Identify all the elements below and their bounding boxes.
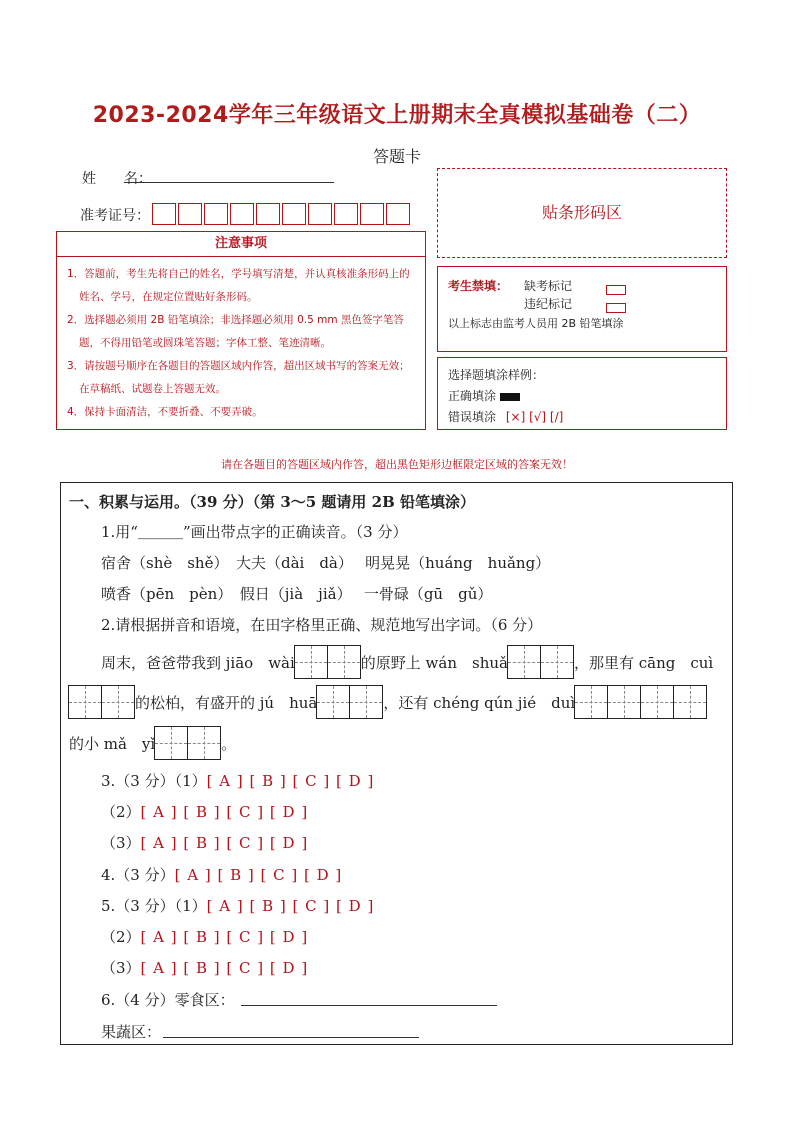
option-row[interactable]: [ A ] [ B ] [ C ] [ D ] xyxy=(140,959,309,977)
q2-text: 的松柏，有盛开的 jú huā xyxy=(135,693,318,712)
forbid-label: 考生禁填： xyxy=(448,279,509,293)
tianzige-grid[interactable] xyxy=(508,645,574,679)
q3-label: 3.（3 分）（1） xyxy=(101,772,207,790)
q6-snack-field[interactable] xyxy=(241,1005,497,1006)
tianzige-grid[interactable] xyxy=(317,685,383,719)
q1-row2[interactable]: 喷香（pēn pèn） 假日（jià jiǎ） 一骨碌（gū gǔ） xyxy=(101,585,493,603)
sample-label: 选择题填涂样例： xyxy=(448,368,545,382)
q2-text: 。 xyxy=(221,734,237,753)
forbid-note: 以上标志由监考人员用 2B 铅笔填涂 xyxy=(448,317,624,330)
forbid-box xyxy=(437,266,727,352)
q2-text: ，还有 chéng qún jié duì xyxy=(383,693,576,712)
q1-prompt: 1.用“＿＿＿”画出带点字的正确读音。（3 分） xyxy=(101,523,408,541)
option-row[interactable]: [ A ] [ B ] [ C ] [ D ] xyxy=(206,897,375,915)
q6-fruit-field[interactable] xyxy=(163,1037,419,1038)
q1-row1[interactable]: 宿舍（shè shě） 大夫（dài dà） 明晃晃（huáng huǎng） xyxy=(101,554,551,572)
q2-text: 的小 mǎ yǐ xyxy=(69,734,156,753)
q4-label: 4.（3 分） xyxy=(101,866,175,884)
option-row[interactable]: [ A ] [ B ] [ C ] [ D ] xyxy=(174,866,343,884)
q2-text: ，那里有 cāng cuì xyxy=(573,653,714,672)
notice-item: 2．选择题必须用 2B 铅笔填涂；非选择题必须用 0.5 mm 黑色签字笔答题，不得用铅笔或圆珠笔答题；字体工整、笔迹清晰。 xyxy=(67,314,404,349)
option-row[interactable]: [ A ] [ B ] [ C ] [ D ] xyxy=(140,834,309,852)
page-title: 2023-2024学年三年级语文上册期末全真模拟基础卷（二） xyxy=(92,103,702,128)
name-label: 姓 名： xyxy=(82,171,152,187)
wrong-marks: [×] [√] [/] xyxy=(505,410,564,424)
q3-sub3: （3） xyxy=(101,834,141,852)
absent-label: 缺考标记 xyxy=(524,279,573,293)
notice-item: 1．答题前，考生先将自己的姓名，学号填写清楚，并认真核准条形码上的姓名、学号，在规定位置贴好条形码。 xyxy=(67,268,410,303)
filled-mark-icon xyxy=(500,393,520,401)
q6-label: 6.（4 分）零食区： xyxy=(101,991,235,1009)
correct-label: 正确填涂 xyxy=(448,389,497,403)
option-row[interactable]: [ A ] [ B ] [ C ] [ D ] xyxy=(206,772,375,790)
notice-box xyxy=(56,231,426,430)
q2-text: 周末，爸爸带我到 jiāo wài xyxy=(101,653,295,672)
q6-fruit-label: 果蔬区： xyxy=(101,1023,162,1041)
tianzige-grid[interactable] xyxy=(575,685,707,719)
id-label: 准考证号： xyxy=(80,208,150,224)
q2-prompt: 2.请根据拼音和语境，在田字格里正确、规范地写出字词。（6 分） xyxy=(101,616,543,634)
tianzige-grid[interactable] xyxy=(155,726,221,760)
page-subtitle: 答题卡 xyxy=(372,147,421,166)
q3-sub2: （2） xyxy=(101,803,141,821)
section-heading: 一、积累与运用。（39 分）（第 3～5 题请用 2B 铅笔填涂） xyxy=(69,493,475,511)
q5-sub3: （3） xyxy=(101,959,141,977)
sample-box xyxy=(437,357,727,430)
violation-label: 违纪标记 xyxy=(524,297,573,311)
notice-item: 4．保持卡面清洁，不要折叠、不要弄破。 xyxy=(67,406,263,418)
notice-item: 3．请按题号顺序在各题目的答题区域内作答，超出区域书写的答案无效；在草稿纸、试题卷上答题无效。 xyxy=(67,360,410,395)
q5-label: 5.（3 分）（1） xyxy=(101,897,207,915)
warning-text: 请在各题目的答题区域内作答，超出黑色矩形边框限定区域的答案无效！ xyxy=(221,458,573,471)
notice-heading: 注意事项 xyxy=(57,232,425,257)
wrong-label: 错误填涂 xyxy=(448,410,497,424)
q2-text: 的原野上 wán shuǎ xyxy=(360,653,508,672)
tianzige-grid[interactable] xyxy=(295,645,361,679)
q5-sub2: （2） xyxy=(101,928,141,946)
option-row[interactable]: [ A ] [ B ] [ C ] [ D ] xyxy=(140,803,309,821)
option-row[interactable]: [ A ] [ B ] [ C ] [ D ] xyxy=(140,928,309,946)
barcode-area: 贴条形码区 xyxy=(437,168,727,258)
tianzige-grid[interactable] xyxy=(69,685,135,719)
absent-mark[interactable] xyxy=(606,285,626,295)
answer-area xyxy=(60,482,733,1045)
name-field[interactable] xyxy=(124,182,334,183)
violation-mark[interactable] xyxy=(606,303,626,313)
id-boxes[interactable] xyxy=(152,203,412,225)
